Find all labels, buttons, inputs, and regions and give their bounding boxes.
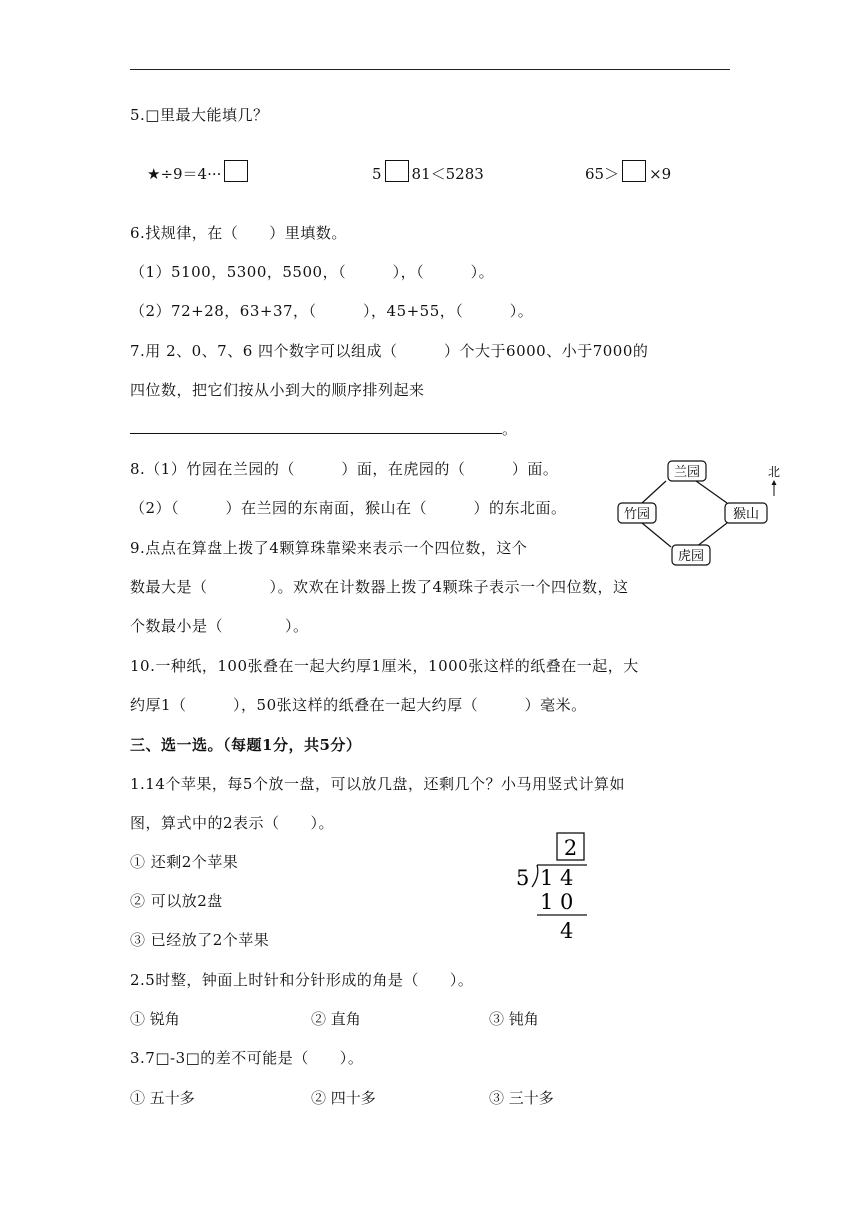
north-arrow-head-icon — [772, 480, 777, 485]
map-node-lan: 兰园 — [673, 465, 701, 480]
q5-item-b-pre: 5 — [372, 165, 382, 183]
q6-line1: （1）5100，5300，5500，（ ），（ ）。 — [130, 263, 495, 281]
header-rule — [130, 69, 730, 70]
c1-line2: 图，算式中的2表示（ ）。 — [130, 814, 335, 832]
c1-option-3[interactable]: ③ 已经放了2个苹果 — [130, 931, 270, 949]
c3-option-3[interactable]: ③ 三十多 — [489, 1089, 554, 1107]
c1-option-2[interactable]: ② 可以放2盘 — [130, 892, 223, 910]
map-edge-lan-zhu — [642, 481, 666, 503]
q6-line2: （2）72+28，63+37，（ ），45+55，（ ）。 — [130, 302, 534, 320]
map-north-label: 北 — [767, 465, 781, 479]
q8-direction-map — [612, 452, 792, 572]
c2-title: 2.5时整，钟面上时针和分针形成的角是（ ）。 — [130, 971, 474, 989]
q5-answer-box-a[interactable] — [224, 160, 248, 182]
q10-line1: 10.一种纸，100张叠在一起大约厚1厘米，1000张这样的纸叠在一起，大 — [130, 657, 639, 675]
map-edge-hou-hu — [696, 523, 727, 547]
c2-option-3[interactable]: ③ 钝角 — [489, 1010, 539, 1028]
c2-option-1[interactable]: ① 锐角 — [130, 1010, 180, 1028]
q8-line2: （2）（ ）在兰园的东南面，猴山在（ ）的东北面。 — [130, 499, 567, 517]
section3-title: 三、选一选。（每题1分，共5分） — [130, 736, 362, 754]
map-edge-lan-hou — [696, 481, 727, 503]
map-node-hou: 猴山 — [732, 507, 760, 522]
c3-title: 3.7□-3□的差不可能是（ ）。 — [130, 1049, 364, 1067]
division-quotient: 2 — [563, 836, 578, 860]
map-edge-zhu-hu — [642, 523, 671, 547]
q9-line3: 个数最小是（ ）。 — [130, 617, 309, 635]
c1-line1: 1.14个苹果，每5个放一盘，可以放几盘，还剩几个？小马用竖式计算如 — [130, 775, 625, 793]
q9-line1: 9.点点在算盘上拨了4颗算珠靠梁来表示一个四位数，这个 — [130, 539, 528, 557]
q5-item-c — [585, 160, 671, 185]
q5-answer-box-b[interactable] — [385, 160, 409, 182]
c2-option-2[interactable]: ② 直角 — [311, 1010, 361, 1028]
q7-line3-end: 。 — [502, 420, 518, 438]
q5-item-c-post: ×9 — [649, 165, 672, 183]
q5-item-b — [372, 160, 484, 185]
map-node-zhu: 竹园 — [623, 507, 651, 522]
division-divisor: 5 — [516, 866, 530, 890]
q5-item-a — [147, 160, 251, 185]
q5-title: 5.□里最大能填几？ — [130, 106, 269, 124]
q7-line1: 7.用 2、0、7、6 四个数字可以组成（ ）个大于6000、小于7000的 — [130, 342, 649, 360]
q10-line2: 约厚1（ ），50张这样的纸叠在一起大约厚（ ）毫米。 — [130, 696, 587, 714]
q8-line1: 8.（1）竹园在兰园的（ ）面，在虎园的（ ）面。 — [130, 460, 559, 478]
c1-option-1[interactable]: ① 还剩2个苹果 — [130, 853, 239, 871]
q7-answer-line — [130, 418, 518, 440]
long-division-figure — [510, 830, 600, 945]
c3-option-2[interactable]: ② 四十多 — [311, 1089, 376, 1107]
q5-item-b-post: 81＜5283 — [411, 165, 484, 183]
q5-answer-box-c[interactable] — [622, 160, 646, 182]
q5-item-a-text: ★÷9＝4··· — [147, 165, 222, 183]
q6-title: 6.找规律，在（ ）里填数。 — [130, 224, 347, 242]
division-bracket — [532, 865, 538, 887]
q7-line2: 四位数，把它们按从小到大的顺序排列起来 — [130, 381, 425, 399]
q9-line2: 数最大是（ ）。欢欢在计数器上拨了4颗珠子表示一个四位数，这 — [130, 578, 629, 596]
q7-blank[interactable] — [130, 419, 502, 434]
c3-option-1[interactable]: ① 五十多 — [130, 1089, 195, 1107]
division-dividend: 1 4 — [540, 866, 574, 890]
division-product: 1 0 — [540, 890, 574, 914]
map-node-hu: 虎园 — [677, 549, 705, 564]
division-remainder: 4 — [560, 919, 574, 943]
q5-item-c-pre: 65＞ — [585, 165, 620, 183]
